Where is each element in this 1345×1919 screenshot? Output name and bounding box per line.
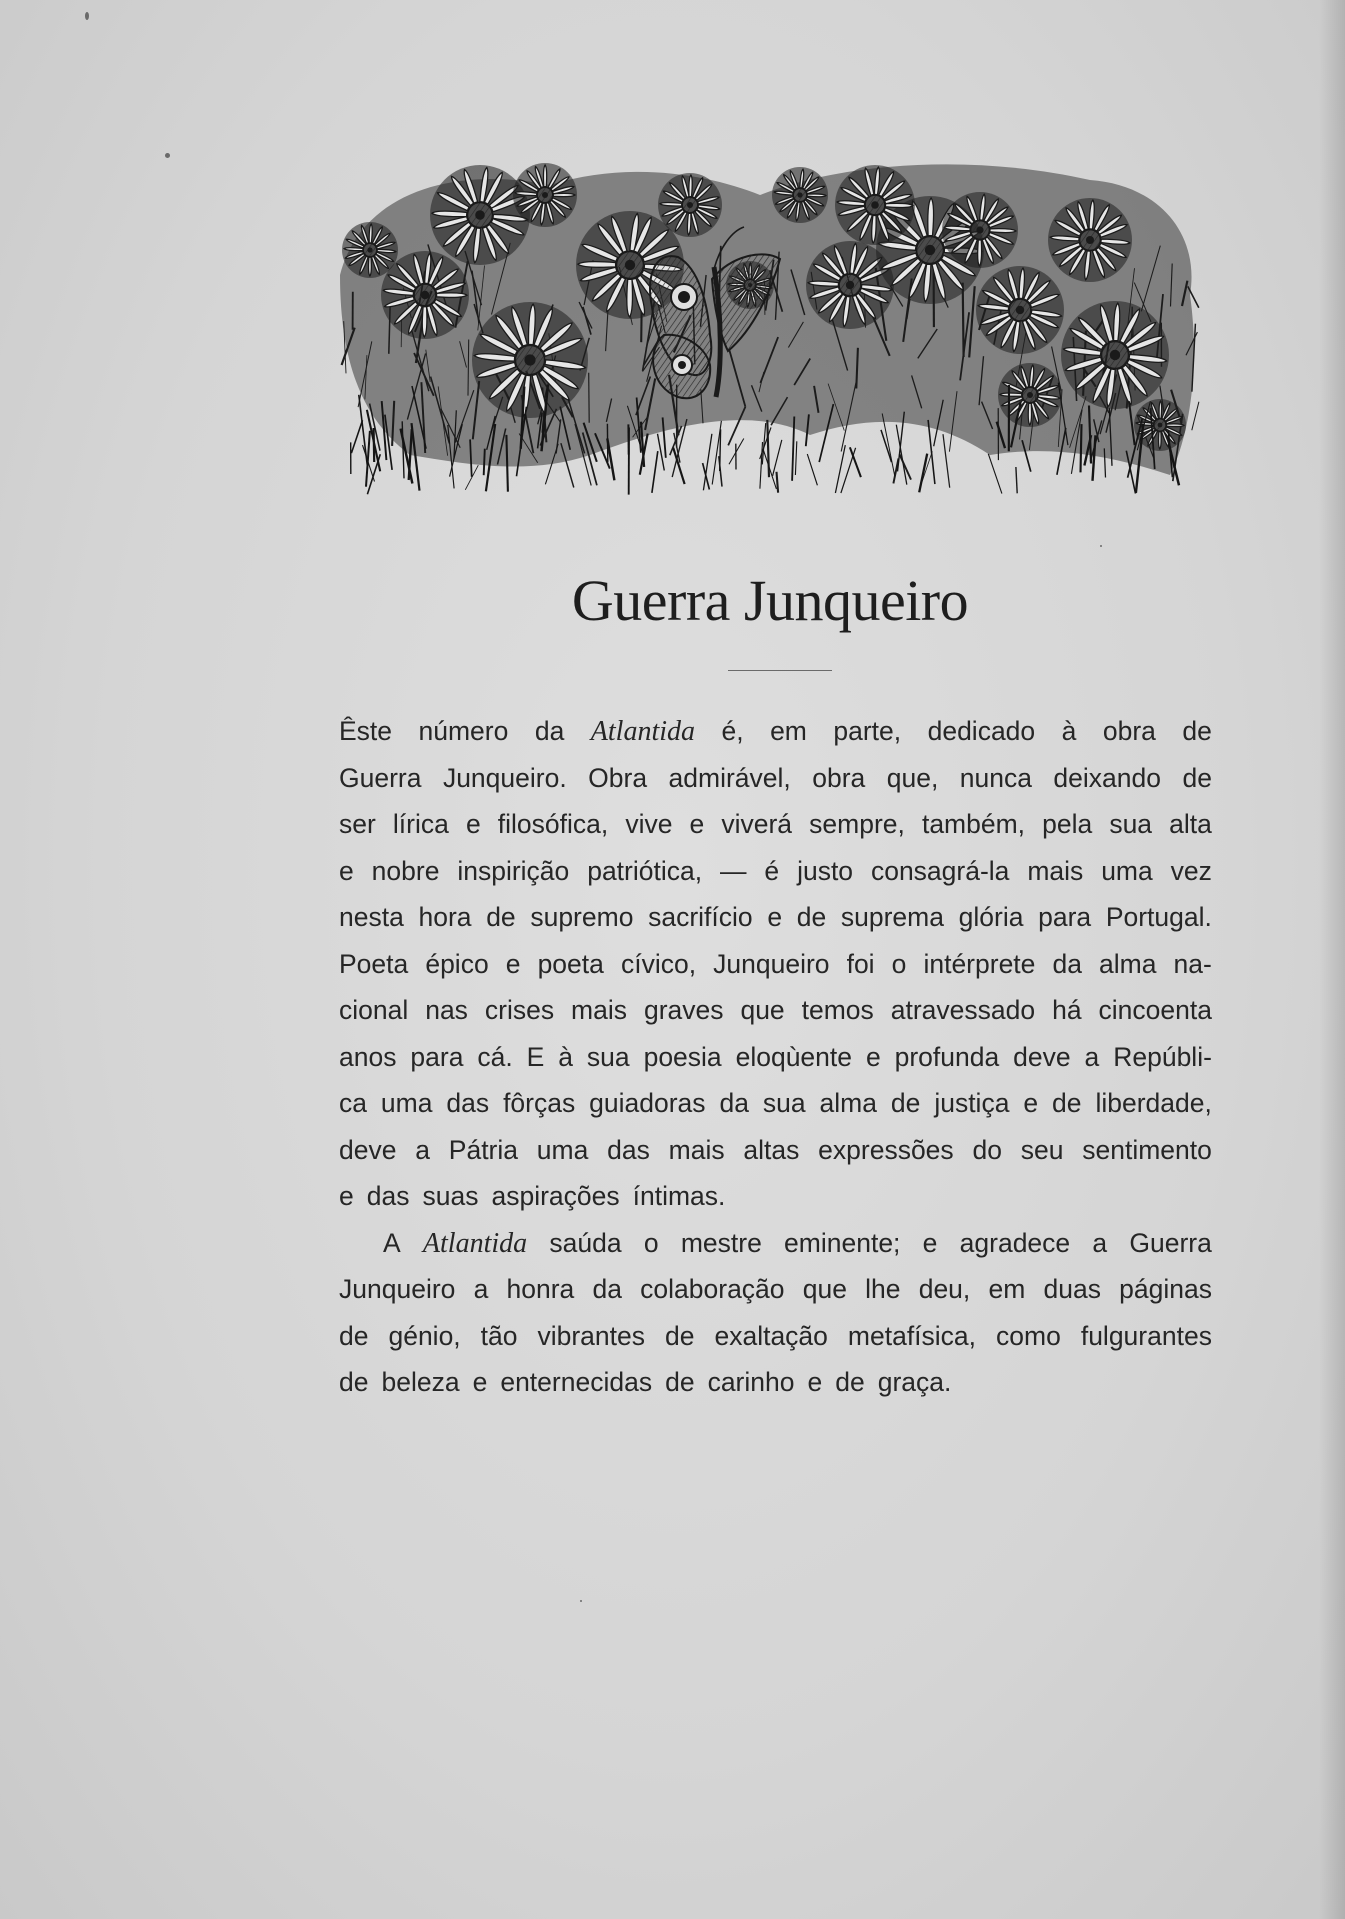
word: aspirações [491, 1181, 620, 1211]
word: de [339, 1367, 369, 1397]
word: e [1023, 1088, 1039, 1118]
word: crises [484, 995, 555, 1025]
title-divider [728, 670, 832, 671]
body-line [339, 801, 1212, 848]
word: Junqueiro [339, 1274, 456, 1304]
word: ca [339, 1088, 367, 1118]
word: fulgurantes [1080, 1320, 1212, 1351]
body-line [339, 1359, 1212, 1406]
word: de [1052, 1088, 1082, 1118]
body-line [339, 1173, 1212, 1220]
word: A [383, 1227, 401, 1258]
word: à [1061, 716, 1077, 746]
word: número [418, 716, 509, 746]
word: e [465, 809, 481, 839]
word: como [996, 1320, 1061, 1351]
word: e [807, 1367, 823, 1397]
word: profunda [894, 1041, 1000, 1072]
word: da [719, 1088, 749, 1118]
word: liberdade, [1095, 1088, 1212, 1118]
word: Pátria [448, 1134, 519, 1165]
article-title: Guerra Junqueiro [571, 568, 969, 633]
word: saúda [549, 1227, 622, 1258]
word: mais [668, 1134, 725, 1165]
body-line [339, 894, 1212, 941]
word: também, [921, 809, 1026, 839]
word: E [526, 1041, 545, 1072]
word: da [592, 1274, 622, 1304]
word: honra [506, 1274, 575, 1304]
body-line [339, 708, 1212, 755]
word: obra [1102, 716, 1156, 746]
word: justo [797, 855, 854, 886]
word: Êste [339, 716, 393, 746]
word: sentimento [1082, 1134, 1212, 1165]
word: sempre, [809, 809, 905, 839]
word: lhe [865, 1274, 901, 1304]
word: deve [339, 1134, 397, 1165]
word: obra [812, 762, 866, 793]
word: Portugal. [1105, 902, 1212, 932]
word: e [865, 1041, 881, 1072]
word: alma [819, 1088, 877, 1118]
word: inspirição [457, 855, 570, 886]
word: mestre [680, 1227, 762, 1258]
word: deve [1013, 1041, 1071, 1072]
word: e [922, 1227, 938, 1258]
body-line [339, 1127, 1212, 1174]
body-line [339, 848, 1212, 895]
word: viverá [721, 809, 793, 839]
word: colaboração [640, 1274, 785, 1304]
ink-speck [165, 153, 170, 158]
word: tão [480, 1320, 518, 1351]
word: eloqùente [735, 1041, 853, 1072]
word: Obra [588, 762, 648, 793]
word: da [1052, 948, 1082, 979]
word: poesia [643, 1041, 722, 1072]
word: expressões [818, 1134, 954, 1165]
word: das [607, 1134, 650, 1165]
word: de [796, 902, 827, 932]
word: sua [586, 1041, 630, 1072]
word: e [339, 855, 354, 886]
word: génio, [388, 1320, 461, 1351]
word: da [534, 716, 565, 746]
article-body [339, 708, 1212, 1406]
journal-name: Atlantida [590, 716, 696, 747]
word: eminente; [784, 1227, 901, 1258]
word: alta [1169, 809, 1212, 839]
word: hora [418, 902, 472, 932]
word: é [764, 855, 780, 886]
word: uma [536, 1134, 589, 1165]
word: uma [1101, 855, 1153, 886]
word: agradece [959, 1227, 1071, 1258]
word: nesta [339, 902, 404, 932]
word: supremo [530, 902, 634, 932]
word: de [486, 902, 516, 932]
flower-butterfly-ornament [330, 155, 1210, 500]
word: e [689, 809, 705, 839]
word: lírica [392, 809, 449, 839]
word: cívico, [620, 948, 697, 979]
word: íntimas. [632, 1181, 726, 1211]
word: nobre [371, 855, 440, 886]
word: das [366, 1181, 410, 1211]
word: para [410, 1041, 464, 1072]
word: de [1182, 716, 1212, 746]
word: ser [339, 809, 376, 839]
word: de [665, 1367, 695, 1397]
word: em [770, 716, 807, 746]
word: e [505, 948, 521, 979]
word: graves [643, 995, 724, 1025]
word: nunca [959, 762, 1032, 793]
page-edge-shadow [1319, 0, 1345, 1919]
word: consagrá-la [870, 855, 1010, 886]
word: Junqueiro [713, 948, 830, 979]
word: a [1092, 1227, 1108, 1258]
word: de [1182, 762, 1212, 793]
word: exaltação [714, 1320, 828, 1351]
word: do [972, 1134, 1002, 1165]
word: beleza [381, 1367, 460, 1397]
word: pela [1042, 809, 1093, 839]
word: épico [425, 948, 489, 979]
body-line [339, 1080, 1212, 1127]
word: uma [380, 1088, 433, 1118]
word: o [891, 948, 907, 979]
word: carinho [707, 1367, 795, 1397]
word: patriótica, [587, 855, 703, 886]
word: Poeta [339, 948, 409, 979]
word: duas [1043, 1274, 1101, 1304]
word: intérprete [923, 948, 1036, 979]
word: parte, [833, 716, 902, 746]
word: cá. [477, 1041, 513, 1072]
body-line [339, 1220, 1212, 1267]
word: e [472, 1367, 488, 1397]
word: sua [762, 1088, 806, 1118]
word: que [740, 995, 785, 1025]
word: à [558, 1041, 573, 1072]
journal-name: Atlantida [422, 1227, 528, 1259]
word: vive [625, 809, 673, 839]
word: temos [801, 995, 874, 1025]
body-line [339, 755, 1212, 802]
word: mais [571, 995, 627, 1025]
word: enternecidas [500, 1367, 653, 1397]
word: Repúbli- [1113, 1041, 1212, 1072]
word: a [1084, 1041, 1100, 1072]
word: mais [1027, 855, 1084, 886]
word: anos [339, 1041, 397, 1072]
word: que, [886, 762, 939, 793]
word: suprema [840, 902, 944, 932]
ink-speck [1100, 545, 1102, 547]
word: na- [1173, 948, 1212, 979]
word: para [1038, 902, 1092, 932]
word: de [835, 1367, 865, 1397]
word: poeta [537, 948, 604, 979]
word: em [988, 1274, 1026, 1304]
word: altas [743, 1134, 800, 1165]
word: a [415, 1134, 430, 1165]
word: admirável, [668, 762, 791, 793]
word: fôrças [503, 1088, 576, 1118]
body-line [339, 941, 1212, 988]
word: atravessado [890, 995, 1036, 1025]
word: e [767, 902, 783, 932]
word: vibrantes [537, 1320, 646, 1351]
word: de [665, 1320, 695, 1351]
ink-speck [85, 12, 89, 20]
word: deixando [1053, 762, 1161, 793]
ink-speck [580, 1600, 582, 1602]
body-line [339, 1034, 1212, 1081]
word: suas [422, 1181, 479, 1211]
word: glória [958, 902, 1024, 932]
word: dedicado [927, 716, 1036, 746]
word: das [446, 1088, 490, 1118]
word: cional [339, 995, 409, 1025]
word: Guerra [1129, 1227, 1212, 1258]
word: de [339, 1320, 369, 1351]
word: nas [425, 995, 468, 1025]
word: alma [1099, 948, 1157, 979]
word: justiça [934, 1088, 1010, 1118]
word: graça. [877, 1367, 952, 1397]
word: seu [1020, 1134, 1064, 1165]
word: há [1052, 995, 1082, 1025]
word: que [802, 1274, 847, 1304]
word: páginas [1119, 1274, 1212, 1304]
body-line [339, 1313, 1212, 1360]
body-line [339, 987, 1212, 1034]
word: cincoenta [1098, 995, 1212, 1025]
word: de [890, 1088, 921, 1118]
word: vez [1170, 855, 1212, 886]
word: Junqueiro. [442, 762, 567, 793]
word: filosófica, [497, 809, 609, 839]
word: Guerra [339, 762, 422, 793]
word: o [643, 1227, 659, 1258]
word: — [720, 855, 747, 886]
word: é, [721, 716, 744, 746]
word: e [339, 1181, 354, 1211]
word: sacrifício [648, 902, 753, 932]
word: a [473, 1274, 489, 1304]
body-line [339, 1266, 1212, 1313]
word: deu, [918, 1274, 971, 1304]
word: guiadoras [589, 1088, 706, 1118]
word: metafísica, [847, 1320, 977, 1351]
word: sua [1109, 809, 1153, 839]
word: foi [846, 948, 875, 979]
